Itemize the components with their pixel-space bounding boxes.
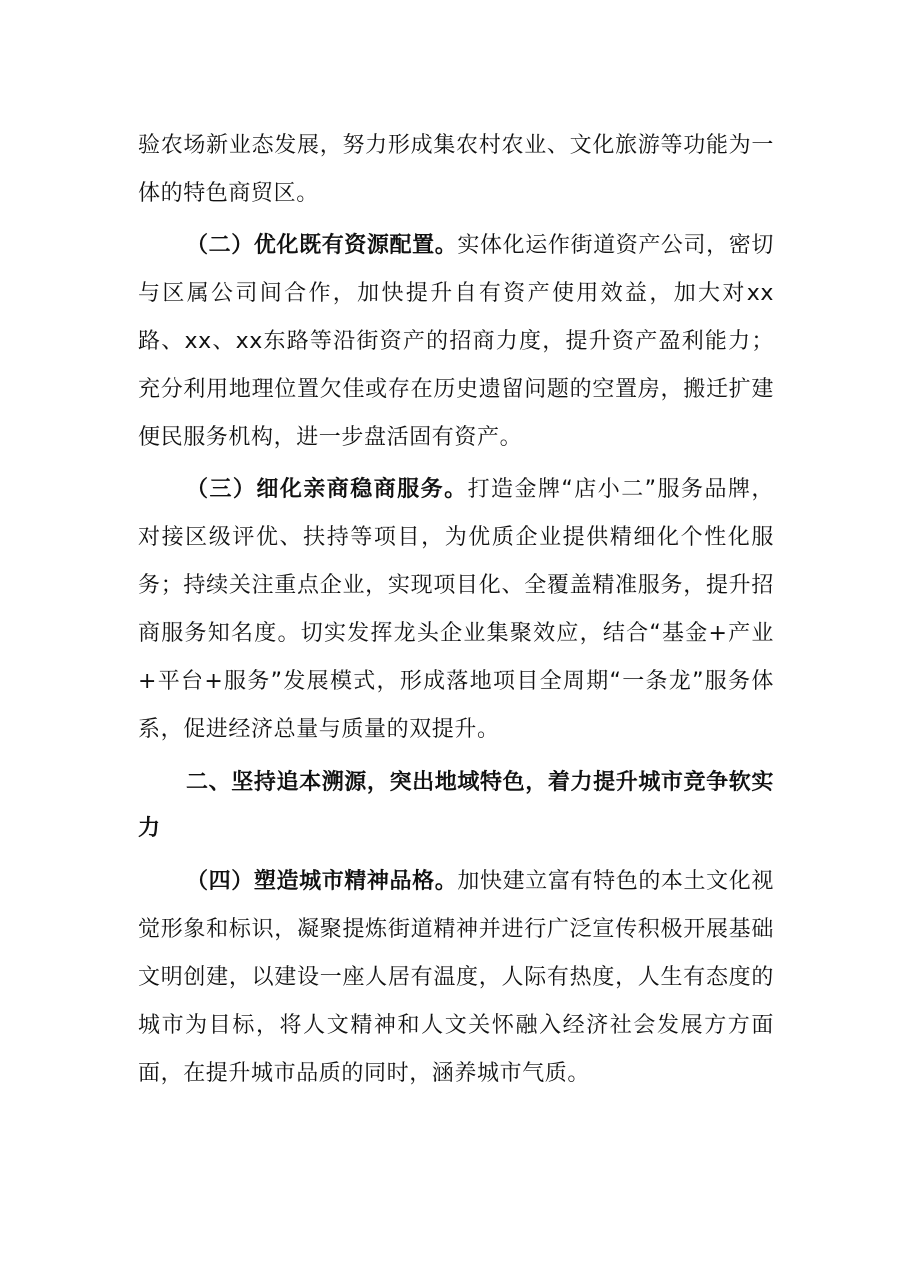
paragraph-heading: （二）优化既有资源配置。 <box>186 233 458 258</box>
section-heading: 二、坚持追本溯源，突出地域特色，着力提升城市竞争软实力 <box>138 770 774 841</box>
paragraph-heading: （三）细化亲商稳商服务。 <box>186 477 468 502</box>
paragraph-optimize-resources <box>138 222 774 462</box>
paragraph-business-services <box>138 466 774 754</box>
document-body <box>138 122 774 1098</box>
paragraph-text: 加快建立富有特色的本土文化视觉形象和标识，凝聚提炼街道精神并进行广泛宣传积极开展基础文明创建，以建设一座人居有温度，人际有热度，人生有态度的城市为目标，将人文精神和人文关怀融入经济社会发展方方面面，在提升城市品质的同时，涵养城市气质。 <box>138 869 774 1086</box>
paragraph-city-spirit <box>138 858 774 1098</box>
paragraph-text: 验农场新业态发展，努力形成集农村农业、文化旅游等功能为一体的特色商贸区。 <box>138 133 774 206</box>
paragraph-heading: （四）塑造城市精神品格。 <box>186 869 458 894</box>
paragraph-continuation <box>138 122 774 218</box>
paragraph-text: 实体化运作街道资产公司，密切与区属公司间合作，加快提升自有资产使用效益，加大对xx路、xx、xx东路等沿街资产的招商力度，提升资产盈利能力；充分利用地理位置欠佳或存在历史遗留问题的空置房，搬迁扩建便民服务机构，进一步盘活固有资产。 <box>138 233 774 450</box>
paragraph-text: 打造金牌“店小二”服务品牌，对接区级评优、扶持等项目，为优质企业提供精细化个性化服务；持续关注重点企业，实现项目化、全覆盖精准服务，提升招商服务知名度。切实发挥龙头企业集聚效应，结合“基金+产业+平台+服务”发展模式，形成落地项目全周期“一条龙”服务体系，促进经济总量与质量的双提升。 <box>138 477 775 742</box>
